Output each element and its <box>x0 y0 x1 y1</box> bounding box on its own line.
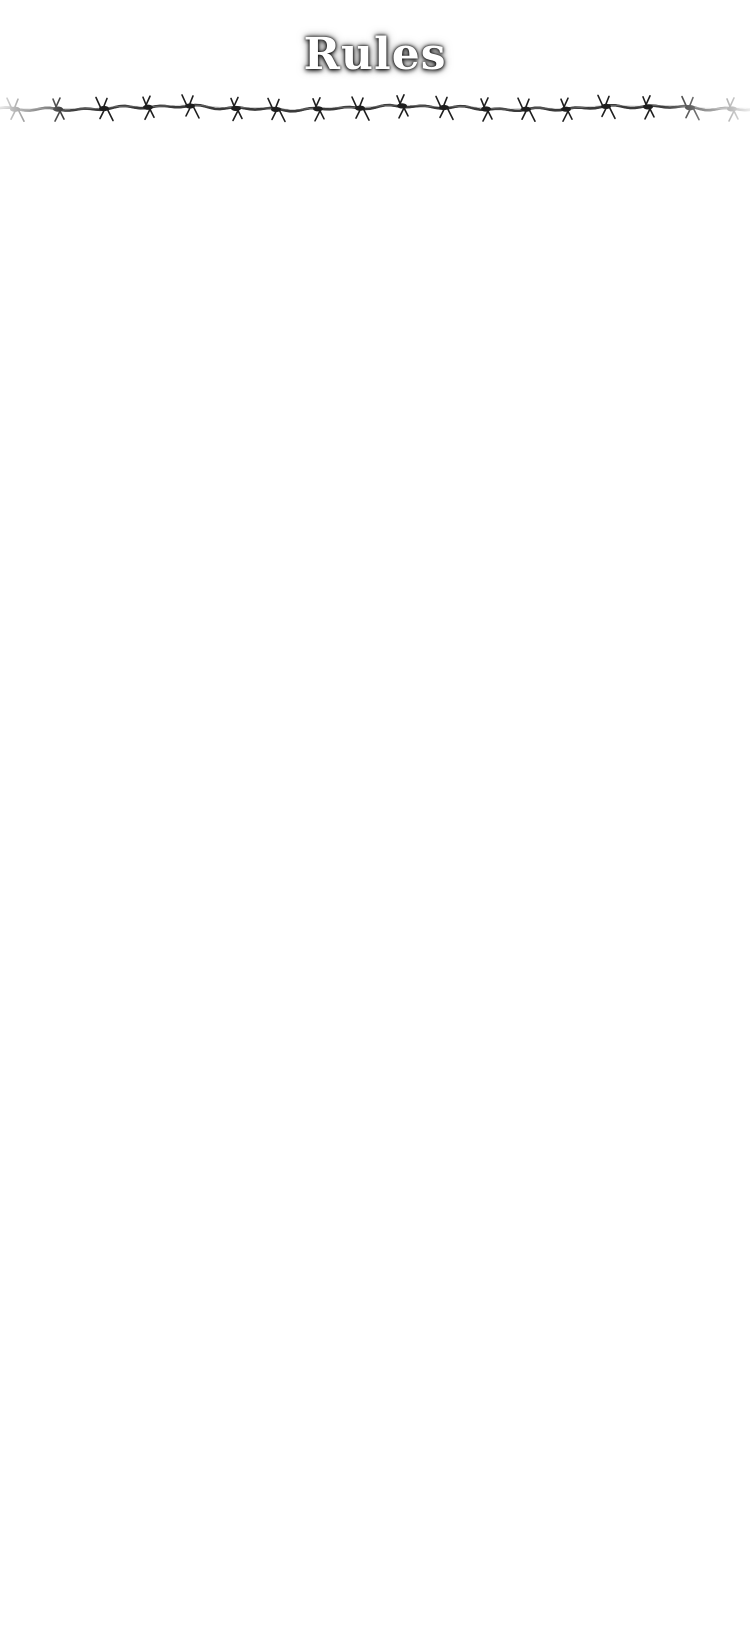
wire-barb <box>53 98 64 121</box>
barbed-wire-divider <box>0 86 750 136</box>
wire-barb <box>143 96 154 119</box>
wire-barb <box>727 98 738 121</box>
barbed-wire-icon <box>0 86 750 136</box>
wire-barb <box>643 96 654 119</box>
wire-barb <box>231 97 242 120</box>
wire-barb <box>397 95 408 118</box>
wire-barb <box>481 98 492 121</box>
page-title: Rules <box>303 29 447 80</box>
wire-barb <box>561 98 572 121</box>
wire-barb <box>313 98 324 121</box>
rules-content-area <box>0 140 750 1625</box>
